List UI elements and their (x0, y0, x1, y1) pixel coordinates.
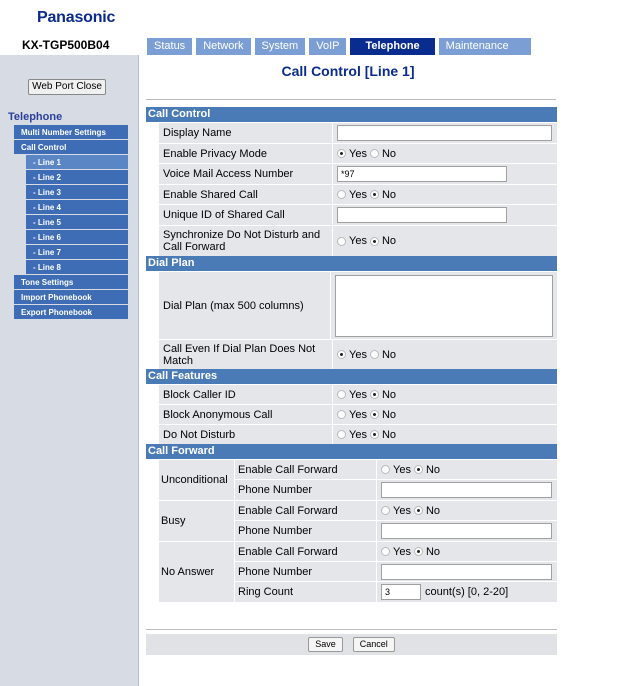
radio-empty-icon (337, 190, 346, 199)
forward-group-label: Unconditional (159, 460, 235, 500)
tab-voip[interactable]: VoIP (309, 38, 346, 55)
field-label: Unique ID of Shared Call (159, 205, 333, 225)
dnd-no-radio[interactable]: No (370, 429, 396, 441)
sync-dnd-no-radio[interactable]: No (370, 235, 396, 247)
sidebar-item-line-4[interactable]: - Line 4 (26, 200, 128, 215)
sidebar-item-export-phonebook[interactable]: Export Phonebook (14, 305, 128, 320)
radio-selected-icon (414, 547, 423, 556)
radio-selected-icon (370, 190, 379, 199)
settings-form (146, 107, 557, 602)
nav-section-title: Telephone (8, 111, 63, 123)
field-label: Call Even If Dial Plan Does Not Match (159, 340, 333, 369)
tab-maintenance[interactable]: Maintenance (439, 38, 531, 55)
save-button[interactable]: Save (308, 637, 343, 652)
section-header-call-features: Call Features (146, 369, 557, 384)
brand-logo: Panasonic (37, 9, 116, 26)
unconditional-enable-radio-group (377, 460, 557, 479)
dial-plan-textarea[interactable] (335, 275, 553, 337)
unconditional-yes-radio[interactable]: Yes (381, 464, 411, 476)
block-caller-id-radio-group (333, 385, 557, 404)
ring-count-input[interactable] (381, 584, 421, 600)
forward-busy (146, 500, 557, 541)
field-label: Ring Count (235, 582, 377, 602)
forward-unconditional (146, 459, 557, 500)
field-label: Phone Number (235, 521, 377, 541)
block-caller-id-yes-radio[interactable]: Yes (337, 389, 367, 401)
tab-system[interactable]: System (255, 38, 306, 55)
row-display-name (146, 122, 557, 143)
sidebar-item-line-1[interactable]: - Line 1 (26, 155, 128, 170)
call-even-radio-group (333, 340, 557, 369)
forward-no-answer (146, 541, 557, 602)
block-anonymous-radio-group (333, 405, 557, 424)
row-dial-plan (146, 271, 557, 339)
field-label: Enable Shared Call (159, 185, 333, 204)
field-label: Synchronize Do Not Disturb and Call Forward (159, 226, 333, 256)
row-shared-call-id (146, 204, 557, 225)
tab-telephone[interactable]: Telephone (350, 38, 434, 55)
no-answer-yes-radio[interactable]: Yes (381, 546, 411, 558)
field-label: Display Name (159, 123, 333, 143)
field-label: Enable Privacy Mode (159, 144, 333, 163)
main-tabs (147, 38, 535, 55)
block-anonymous-yes-radio[interactable]: Yes (337, 409, 367, 421)
no-answer-phone-input[interactable] (381, 564, 552, 580)
shared-call-radio-group (333, 185, 557, 204)
radio-empty-icon (381, 465, 390, 474)
divider (146, 99, 556, 100)
web-port-close-button[interactable]: Web Port Close (28, 79, 106, 95)
section-header-dial-plan: Dial Plan (146, 256, 557, 271)
section-header-call-forward: Call Forward (146, 444, 557, 459)
sidebar-item-call-control[interactable]: Call Control (14, 140, 128, 155)
radio-empty-icon (370, 149, 379, 158)
voice-mail-number-input[interactable] (337, 166, 507, 182)
field-label: Do Not Disturb (159, 425, 333, 444)
cancel-button[interactable]: Cancel (353, 637, 395, 652)
no-answer-no-radio[interactable]: No (414, 546, 440, 558)
busy-yes-radio[interactable]: Yes (381, 505, 411, 517)
model-name: KX-TGP500B04 (22, 38, 110, 52)
field-label: Phone Number (235, 480, 377, 500)
busy-enable-radio-group (377, 501, 557, 520)
radio-empty-icon (370, 350, 379, 359)
privacy-yes-radio[interactable]: Yes (337, 148, 367, 160)
sidebar-item-line-6[interactable]: - Line 6 (26, 230, 128, 245)
radio-empty-icon (381, 547, 390, 556)
radio-empty-icon (337, 430, 346, 439)
field-label: Enable Call Forward (235, 501, 377, 520)
radio-selected-icon (370, 430, 379, 439)
sync-dnd-radio-group (333, 226, 557, 256)
row-shared-call (146, 184, 557, 204)
row-voice-mail (146, 163, 557, 184)
field-label: Voice Mail Access Number (159, 164, 333, 184)
radio-selected-icon (370, 390, 379, 399)
row-block-anonymous (146, 404, 557, 424)
no-answer-enable-radio-group (377, 542, 557, 561)
radio-selected-icon (337, 350, 346, 359)
sync-dnd-yes-radio[interactable]: Yes (337, 235, 367, 247)
sidebar-item-line-8[interactable]: - Line 8 (26, 260, 128, 275)
radio-selected-icon (370, 410, 379, 419)
display-name-input[interactable] (337, 125, 552, 141)
row-privacy-mode (146, 143, 557, 163)
tab-status[interactable]: Status (147, 38, 192, 55)
dnd-radio-group (333, 425, 557, 444)
block-caller-id-no-radio[interactable]: No (370, 389, 396, 401)
divider (146, 629, 557, 630)
row-call-even (146, 339, 557, 369)
sidebar-item-line-7[interactable]: - Line 7 (26, 245, 128, 260)
forward-group-label: Busy (159, 501, 235, 541)
row-sync-dnd (146, 225, 557, 256)
busy-phone-input[interactable] (381, 523, 552, 539)
sidebar-item-line-2[interactable]: - Line 2 (26, 170, 128, 185)
call-even-no-radio[interactable]: No (370, 349, 396, 361)
row-block-caller-id (146, 384, 557, 404)
section-header-call-control: Call Control (146, 107, 557, 122)
shared-call-id-input[interactable] (337, 207, 507, 223)
row-do-not-disturb (146, 424, 557, 444)
unconditional-phone-input[interactable] (381, 482, 552, 498)
radio-empty-icon (381, 506, 390, 515)
tab-network[interactable]: Network (196, 38, 250, 55)
button-bar (146, 634, 557, 655)
field-label: Enable Call Forward (235, 542, 377, 561)
field-label: Block Caller ID (159, 385, 333, 404)
unconditional-no-radio[interactable]: No (414, 464, 440, 476)
forward-group-label: No Answer (159, 542, 235, 602)
sidebar-item-line-3[interactable]: - Line 3 (26, 185, 128, 200)
page-title: Call Control [Line 1] (281, 63, 415, 79)
block-anonymous-no-radio[interactable]: No (370, 409, 396, 421)
field-label: Block Anonymous Call (159, 405, 333, 424)
field-label: Enable Call Forward (235, 460, 377, 479)
sidebar-item-multi-number-settings[interactable]: Multi Number Settings (14, 125, 128, 140)
privacy-no-radio[interactable]: No (370, 148, 396, 160)
radio-selected-icon (414, 506, 423, 515)
shared-call-no-radio[interactable]: No (370, 189, 396, 201)
radio-selected-icon (337, 149, 346, 158)
sidebar-item-import-phonebook[interactable]: Import Phonebook (14, 290, 128, 305)
radio-empty-icon (337, 237, 346, 246)
sidebar-item-line-5[interactable]: - Line 5 (26, 215, 128, 230)
busy-no-radio[interactable]: No (414, 505, 440, 517)
privacy-mode-radio-group (333, 144, 557, 163)
radio-empty-icon (337, 390, 346, 399)
sidebar-nav (14, 125, 128, 320)
field-label: Phone Number (235, 562, 377, 581)
shared-call-yes-radio[interactable]: Yes (337, 189, 367, 201)
field-label: Dial Plan (max 500 columns) (159, 272, 331, 339)
radio-selected-icon (414, 465, 423, 474)
radio-selected-icon (370, 237, 379, 246)
dnd-yes-radio[interactable]: Yes (337, 429, 367, 441)
ring-count-hint: count(s) [0, 2-20] (425, 586, 509, 598)
sidebar-item-tone-settings[interactable]: Tone Settings (14, 275, 128, 290)
radio-empty-icon (337, 410, 346, 419)
call-even-yes-radio[interactable]: Yes (337, 349, 367, 361)
